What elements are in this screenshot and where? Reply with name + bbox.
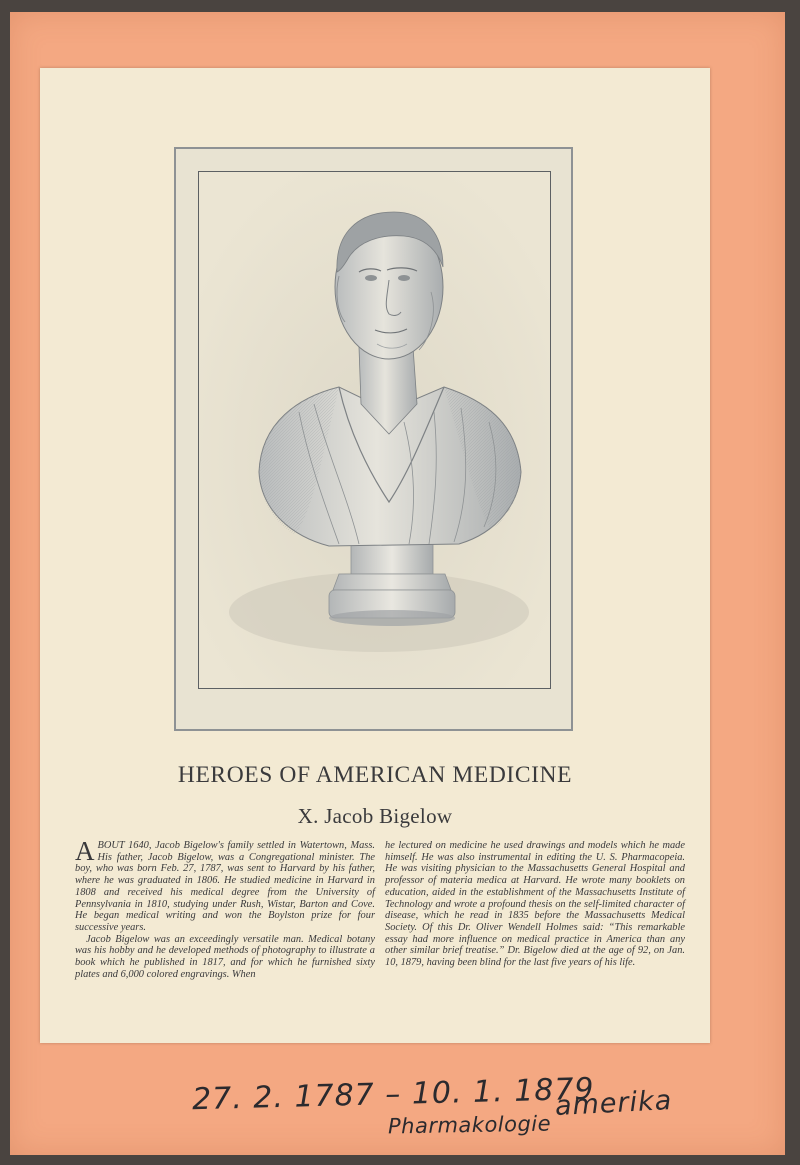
portrait-plate	[174, 147, 573, 731]
article-paragraph: he lectured on medicine he used drawings and models which he made himself. He was also instrumental in editing the U. S. Pharmacopeia. He was visiting physician to the Massachusetts General Hospital and professor of materia medica at Harvard. He wrote many booklets on education, aided in the establishment of the Massachusetts Institute of Technology and wrote a profound thesis on the self-limited character of disease, which he read in 1835 before the Massachusetts Medical Society. Of this Dr. Oliver Wendell Holmes said: “This remarkable essay had more influence on medical practice in America than any other similar brief treatise.” Dr. Bigelow died at the age of 92, on Jan. 10, 1879, having been blind for the last five years of his life.	[385, 840, 685, 969]
article-column-right	[385, 840, 685, 969]
handwritten-dates: 27. 2. 1787 – 10. 1. 1879	[191, 1071, 595, 1118]
portrait-frame	[198, 171, 551, 689]
handwritten-subject: Pharmakologie	[387, 1111, 552, 1139]
article-title: HEROES OF AMERICAN MEDICINE	[177, 762, 573, 788]
article-paragraph: Jacob Bigelow was an exceedingly versatile man. Medical botany was his hobby and he developed methods of photography to illustrate a book which he published in 1817, and for which he furnished sixty plates and 6,000 colored engravings. When	[75, 933, 375, 980]
paragraph-text: BOUT 1640, Jacob Bigelow's family settled in Watertown, Mass. His father, Jacob Bigelow, was a Congregational minister. The boy, who was born Feb. 27, 1787, was sent to Harvard by his father, where he was graduated in 1806. He studied medicine in Harvard in 1808 and received his medical degree from the University of Pennsylvania in 1810, studying under Rush, Wistar, Barton and Cove. He began medical writing and won the Boylston prize for four successive years.	[75, 840, 375, 933]
article-column-left	[75, 836, 375, 980]
article-subtitle: X. Jacob Bigelow	[297, 804, 453, 828]
article-paragraph	[75, 836, 375, 934]
handwritten-country: amerika	[554, 1084, 673, 1123]
bust-head	[335, 212, 443, 359]
drop-cap: A	[75, 836, 95, 866]
bust-engraving	[199, 172, 550, 688]
